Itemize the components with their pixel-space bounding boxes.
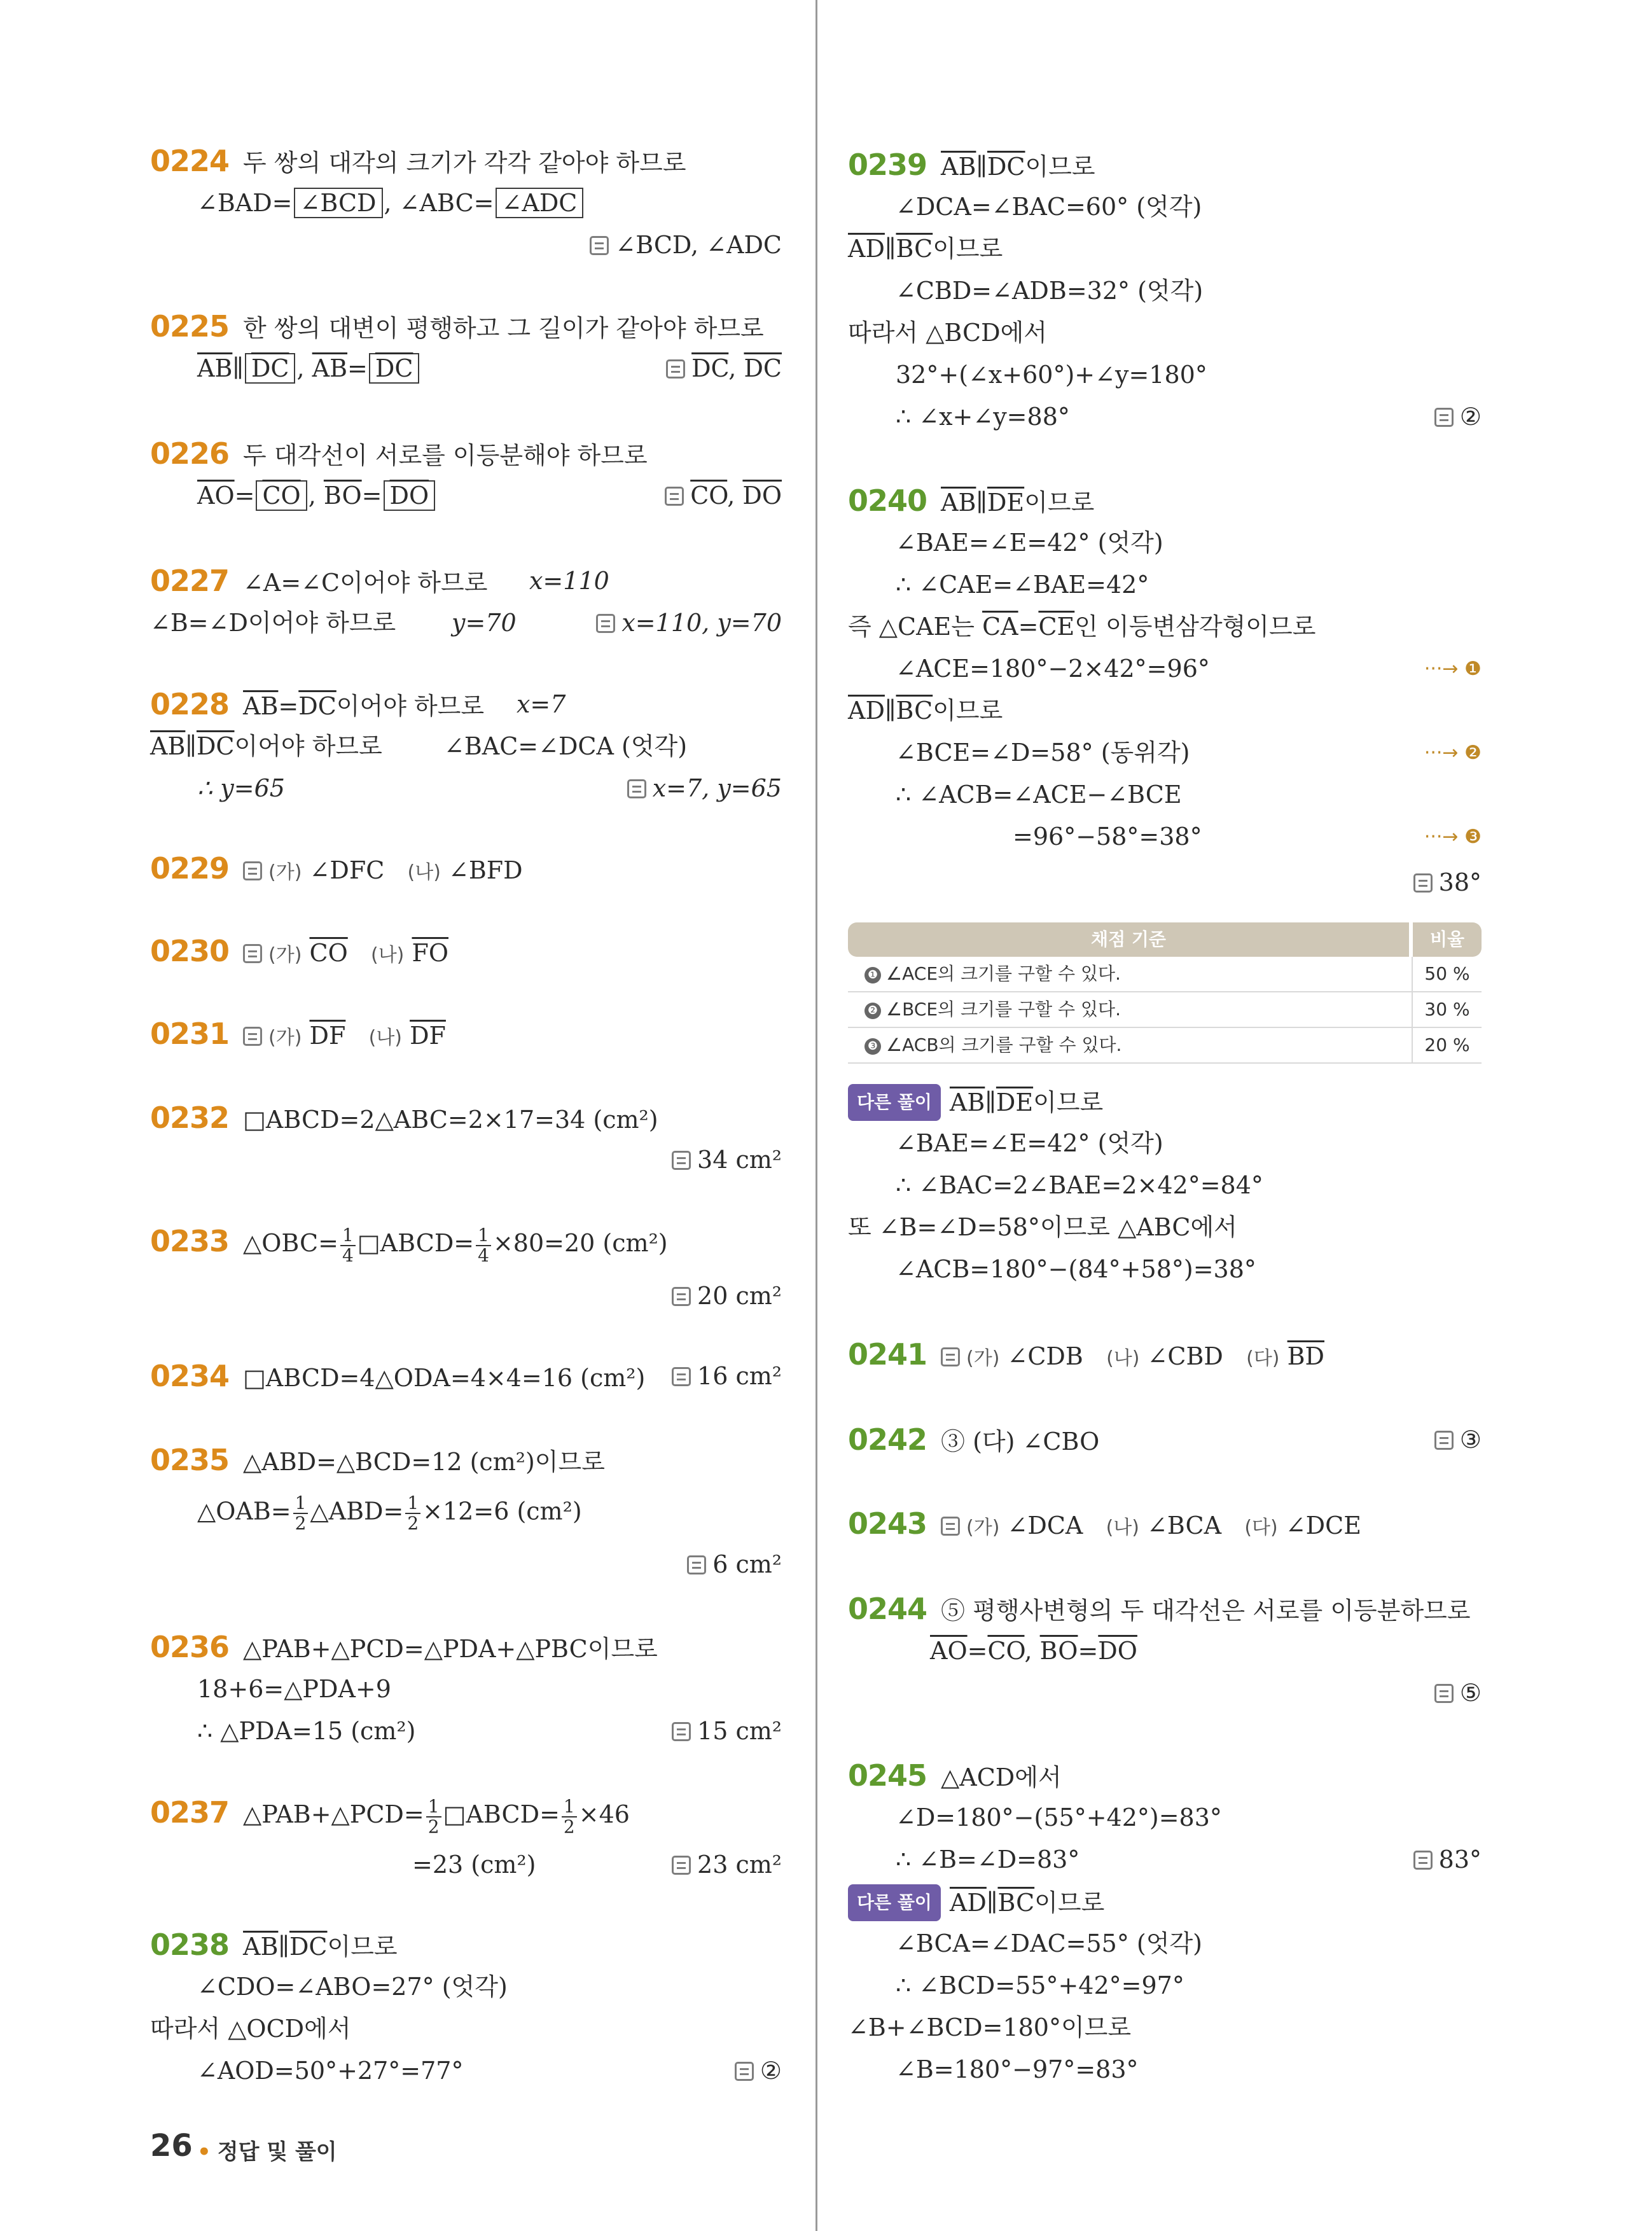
problem-number: 0236 xyxy=(150,1630,230,1664)
problem-0240-line7: ∠BCE=∠D=58° (동위각) xyxy=(896,739,1190,767)
problem-0235-line1: 0235 △ABD=△BCD=12 (cm²)이므로 xyxy=(150,1443,605,1477)
alt-solution-1-line1: 다른 풀이 $\overline{AB}\parallel\overline{DE}$이므로 xyxy=(848,1084,1103,1121)
problem-0245-line2: ∠D=180°−(55°+42°)=83° xyxy=(896,1804,1222,1831)
answer-0232: 34 cm² xyxy=(672,1143,782,1177)
answer-0244: ⑤ xyxy=(1434,1676,1482,1710)
problem-0239-line6: 32°+(∠x+60°)+∠y=180° xyxy=(896,361,1207,389)
problem-0240-line6: $\overline{AD}\parallel\overline{BC}$이므로 xyxy=(848,697,1003,725)
problem-number: 0233 xyxy=(150,1224,230,1258)
alt-solution-1-line3: ∴ ∠BAC=2∠BAE=2×42°=84° xyxy=(896,1171,1263,1199)
problem-0230: 0230 (가) $\overline{CO}$ (나) $\overline{FO}$ xyxy=(150,934,449,968)
problem-0237-line1: 0237 △PAB+△PCD= $\frac{1}{2}$ □ABCD= $\frac{1}{2}$ ×46 xyxy=(150,1795,630,1837)
blank-box: ∠BCD xyxy=(294,188,383,218)
page-number: 26 xyxy=(150,2128,193,2164)
fraction: $\frac{1}{4}$ xyxy=(476,1226,491,1265)
fraction: $\frac{1}{4}$ xyxy=(340,1226,356,1265)
blank-box: $\overline{DC}$ xyxy=(369,353,420,384)
table-header xyxy=(848,922,1482,957)
alt-solution-1-line2: ∠BAE=∠E=42° (엇각) xyxy=(896,1129,1163,1157)
problem-0241: 0241 (가) ∠CDB (나) ∠CBD (다) $\overline{BD}$ xyxy=(848,1337,1325,1372)
problem-0234-line1: 0234 □ABCD=4△ODA=4×4=16 (cm²) xyxy=(150,1359,646,1393)
problem-0238-line3: 따라서 △OCD에서 xyxy=(150,2015,351,2043)
answer-icon xyxy=(1434,408,1454,427)
fraction: $\frac{1}{2}$ xyxy=(405,1494,420,1533)
table-row: ❶ ∠ACE의 크기를 구할 수 있다. 50 % xyxy=(848,957,1482,992)
problem-number: 0232 xyxy=(150,1101,230,1135)
problem-0231: 0231 (가) $\overline{DF}$ (나) $\overline{DF}$ xyxy=(150,1017,446,1051)
problem-number: 0239 xyxy=(848,148,927,182)
problem-number: 0226 xyxy=(150,436,230,471)
step-marker-1: ···→ ❶ xyxy=(1424,658,1482,680)
problem-0224-line2: ∠BAD= ∠BCD , ∠ABC= ∠ADC xyxy=(197,186,585,220)
answer-0224: ∠BCD, ∠ADC xyxy=(590,228,782,262)
column-divider xyxy=(816,0,817,2231)
answer-0227: x=110, y=70 xyxy=(596,606,782,640)
answer-icon xyxy=(672,1151,691,1170)
problem-number: 0237 xyxy=(150,1795,230,1830)
alt-solution-1-line4: 또 ∠B=∠D=58°이므로 △ABC에서 xyxy=(848,1213,1237,1241)
problem-0240-line5: ∠ACE=180°−2×42°=96° xyxy=(896,655,1210,683)
problem-number: 0238 xyxy=(150,1928,230,1962)
step-marker-3: ···→ ❸ xyxy=(1424,826,1482,848)
answer-0235: 6 cm² xyxy=(687,1547,782,1581)
problem-0228-line3: ∴ y=65 xyxy=(197,774,285,802)
blank-box: $\overline{DO}$ xyxy=(384,480,436,511)
problem-0238-line2: ∠CDO=∠ABO=27° (엇각) xyxy=(197,1973,508,2001)
answer-icon xyxy=(941,1517,960,1536)
problem-0236-line1: 0236 △PAB+△PCD=△PDA+△PBC이므로 xyxy=(150,1630,658,1664)
answer-icon xyxy=(1413,1851,1433,1870)
alt-solution-2-line5: ∠B=180°−97°=83° xyxy=(896,2055,1139,2083)
problem-0227-line1: 0227 ∠A=∠C이어야 하므로 xyxy=(150,564,488,598)
blank-box: ∠ADC xyxy=(496,188,584,218)
problem-number: 0231 xyxy=(150,1017,230,1051)
answer-icon xyxy=(243,944,262,963)
alt-solution-badge: 다른 풀이 xyxy=(848,1884,941,1921)
problem-0239-line5: 따라서 △BCD에서 xyxy=(848,319,1048,347)
problem-0229: 0229 (가) ∠DFC (나) ∠BFD xyxy=(150,851,523,886)
answer-0237: 23 cm² xyxy=(672,1847,782,1882)
answer-icon xyxy=(1434,1431,1454,1450)
answer-icon xyxy=(596,614,615,633)
problem-0235-line2: △OAB= $\frac{1}{2}$ △ABD= $\frac{1}{2}$ ×12=6 (cm²) xyxy=(197,1492,582,1534)
answer-0228: x=7, y=65 xyxy=(627,771,782,805)
problem-0239-line3: $\overline{AD}\parallel\overline{BC}$이므로 xyxy=(848,235,1003,263)
problem-0242: 0242 ③ (다) ∠CBO xyxy=(848,1422,1100,1457)
alt-solution-2-line4: ∠B+∠BCD=180°이므로 xyxy=(848,2013,1132,2041)
answer-0238: ② xyxy=(735,2054,782,2088)
alt-solution-2-line1: 다른 풀이 $\overline{AD}\parallel\overline{BC}$이므로 xyxy=(848,1884,1104,1921)
problem-0239-line1: 0239 $\overline{AB}\parallel\overline{DC}$이므로 xyxy=(848,148,1095,182)
answer-icon xyxy=(672,1856,691,1875)
answer-icon xyxy=(672,1287,691,1306)
problem-number: 0244 xyxy=(848,1592,927,1626)
answer-0225: $\overline{DC}$, $\overline{DC}$ xyxy=(666,351,782,386)
step-marker-2: ···→ ❷ xyxy=(1424,742,1482,764)
answer-icon xyxy=(665,487,684,506)
problem-number: 0234 xyxy=(150,1359,230,1393)
problem-number: 0225 xyxy=(150,309,230,344)
header-criteria: 채점 기준 xyxy=(848,922,1409,957)
answer-0239: ② xyxy=(1434,400,1482,434)
problem-0226-line1: 0226 두 대각선이 서로를 이등분해야 하므로 xyxy=(150,436,648,471)
blank-box: $\overline{DC}$ xyxy=(245,353,296,384)
answer-icon xyxy=(735,2062,754,2081)
problem-0224-line1: 0224 두 쌍의 대각의 크기가 각각 같아야 하므로 xyxy=(150,144,686,178)
problem-0238-line4: ∠AOD=50°+27°=77° xyxy=(197,2057,464,2085)
alt-solution-2-line3: ∴ ∠BCD=55°+42°=97° xyxy=(896,1971,1184,1999)
problem-0239-line7: ∴ ∠x+∠y=88° xyxy=(896,403,1070,431)
alt-solution-1-line5: ∠ACB=180°−(84°+58°)=38° xyxy=(896,1255,1256,1283)
answer-0242: ③ xyxy=(1434,1422,1482,1457)
fraction: $\frac{1}{2}$ xyxy=(562,1797,577,1837)
problem-0240-line1: 0240 $\overline{AB}\parallel\overline{DE}$이므로 xyxy=(848,483,1095,518)
problem-number: 0235 xyxy=(150,1443,230,1477)
alt-solution-badge: 다른 풀이 xyxy=(848,1084,941,1121)
problem-0232-line1: 0232 □ABCD=2△ABC=2×17=34 (cm²) xyxy=(150,1101,658,1135)
problem-0236-line2: 18+6=△PDA+9 xyxy=(197,1675,391,1703)
problem-0240-line8: ∴ ∠ACB=∠ACE−∠BCE xyxy=(896,781,1182,809)
problem-0225-line2: $\overline{AB}\parallel$ $\overline{DC}$ , $\overline{AB}= \overline{DC}$ xyxy=(197,351,420,386)
problem-number: 0229 xyxy=(150,851,230,886)
table-row: ❸ ∠ACB의 크기를 구할 수 있다. 20 % xyxy=(848,1028,1482,1064)
fraction: $\frac{1}{2}$ xyxy=(293,1494,309,1533)
answer-icon xyxy=(941,1347,960,1366)
answer-0234: 16 cm² xyxy=(672,1359,782,1393)
problem-0225-line1: 0225 한 쌍의 대변이 평행하고 그 길이가 같아야 하므로 xyxy=(150,309,764,344)
problem-0245-line3: ∴ ∠B=∠D=83° xyxy=(896,1845,1080,1873)
fraction: $\frac{1}{2}$ xyxy=(426,1797,441,1837)
answer-icon xyxy=(243,1027,262,1046)
problem-0245-line1: 0245 △ACD에서 xyxy=(848,1758,1062,1793)
problem-number: 0242 xyxy=(848,1422,927,1457)
problem-0244-line2: $\overline{AO}=\overline{CO}$, $\overline{BO}=\overline{DO}$ xyxy=(930,1637,1137,1665)
problem-0228-x: x=7 xyxy=(517,690,566,718)
problem-0228-line2: $\overline{AB}\parallel\overline{DC}$이어야 하므로 xyxy=(150,732,382,760)
answer-0233: 20 cm² xyxy=(672,1279,782,1313)
problem-0227-y: y=70 xyxy=(452,609,517,637)
problem-0243: 0243 (가) ∠DCA (나) ∠BCA (다) ∠DCE xyxy=(848,1506,1361,1541)
problem-0227-x: x=110 xyxy=(529,567,609,595)
problem-number: 0243 xyxy=(848,1506,927,1541)
problem-0227-line2: ∠B=∠D이어야 하므로 xyxy=(150,609,396,637)
answer-0240: 38° xyxy=(1413,865,1482,900)
problem-number: 0240 xyxy=(848,483,927,518)
footer-title: • 정답 및 풀이 xyxy=(197,2139,337,2165)
problem-0239-line4: ∠CBD=∠ADB=32° (엇각) xyxy=(896,277,1204,305)
problem-0226-line2: $\overline{AO}= \overline{CO}$ , $\overline{BO}= \overline{DO}$ xyxy=(197,478,436,513)
problem-number: 0241 xyxy=(848,1337,927,1372)
problem-0239-line2: ∠DCA=∠BAC=60° (엇각) xyxy=(896,193,1202,221)
scoring-criteria-table xyxy=(848,922,1482,1064)
answer-0226: $\overline{CO}$, $\overline{DO}$ xyxy=(665,478,782,513)
answer-icon xyxy=(1434,1684,1454,1703)
answer-icon xyxy=(672,1722,691,1741)
problem-0240-line2: ∠BAE=∠E=42° (엇각) xyxy=(896,529,1163,557)
answer-icon xyxy=(590,236,609,255)
table-row: ❷ ∠BCE의 크기를 구할 수 있다. 30 % xyxy=(848,992,1482,1028)
problem-0240-line9: =96°−58°=38° xyxy=(1013,823,1202,851)
problem-number: 0227 xyxy=(150,564,230,598)
answer-icon xyxy=(687,1555,706,1574)
answer-icon xyxy=(672,1367,691,1386)
problem-number: 0230 xyxy=(150,934,230,968)
problem-number: 0228 xyxy=(150,687,230,721)
answer-icon xyxy=(1413,873,1433,893)
problem-0233-line1: 0233 △OBC= $\frac{1}{4}$ □ABCD= $\frac{1}{4}$ ×80=20 (cm²) xyxy=(150,1224,668,1266)
problem-0240-line3: ∴ ∠CAE=∠BAE=42° xyxy=(896,571,1149,599)
answer-0245: 83° xyxy=(1413,1842,1482,1877)
answer-icon xyxy=(243,861,262,880)
problem-0236-line3: ∴ △PDA=15 (cm²) xyxy=(197,1717,416,1745)
header-ratio: 비율 xyxy=(1413,922,1482,957)
problem-0240-line4: 즉 △CAE는 $\overline{CA}=\overline{CE}$인 이등변삼각형이므로 xyxy=(848,613,1316,641)
answer-0236: 15 cm² xyxy=(672,1714,782,1748)
alt-solution-2-line2: ∠BCA=∠DAC=55° (엇각) xyxy=(896,1929,1202,1957)
answer-icon xyxy=(627,779,646,798)
answer-icon xyxy=(666,359,685,379)
problem-number: 0224 xyxy=(150,144,230,178)
problem-0244-line1: 0244 ⑤ 평행사변형의 두 대각선은 서로를 이등분하므로 xyxy=(848,1592,1471,1626)
problem-0238-line1: 0238 $\overline{AB}\parallel\overline{DC}$이므로 xyxy=(150,1928,398,1962)
problem-0228-angle: ∠BAC=∠DCA (엇각) xyxy=(444,732,688,760)
problem-0228-line1: 0228 $\overline{AB}=\overline{DC}$이어야 하므로 xyxy=(150,687,485,721)
blank-box: $\overline{CO}$ xyxy=(256,480,307,511)
problem-0237-line2: =23 (cm²) xyxy=(412,1851,536,1879)
problem-number: 0245 xyxy=(848,1758,927,1793)
